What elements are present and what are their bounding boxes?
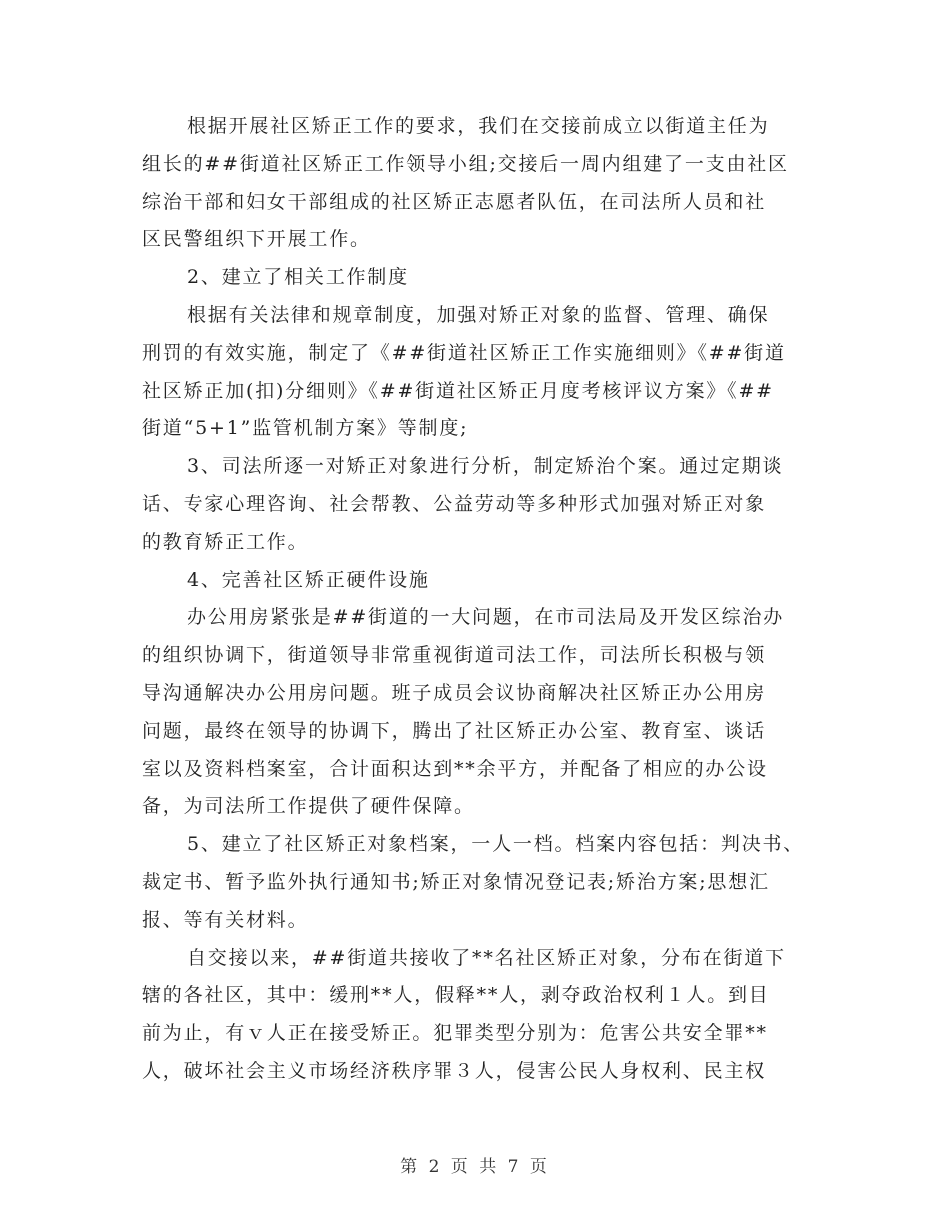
paragraph-line: 人，破坏社会主义市场经济秩序罪３人，侵害公民人身权利、民主权 <box>142 1059 767 1082</box>
paragraph-line: 综治干部和妇女干部组成的社区矫正志愿者队伍，在司法所人员和社 <box>142 190 767 213</box>
paragraph-line: 的教育矫正工作。 <box>142 530 309 553</box>
paragraph-line: 备，为司法所工作提供了硬件保障。 <box>142 795 475 818</box>
paragraph-line: 室以及资料档案室，合计面积达到**余平方，并配备了相应的办公设 <box>142 757 768 780</box>
paragraph-line: 街道“5+1”监管机制方案》等制度; <box>142 417 469 440</box>
document-body <box>142 108 842 1091</box>
paragraph-line: 根据开展社区矫正工作的要求，我们在交接前成立以街道主任为 <box>187 115 770 137</box>
section-heading: 2、建立了相关工作制度 <box>187 266 409 289</box>
paragraph-line: 3、司法所逐一对矫正对象进行分析，制定矫治个案。通过定期谈 <box>187 455 784 478</box>
paragraph-line: 自交接以来，##街道共接收了**名社区矫正对象，分布在街道下 <box>187 946 786 969</box>
paragraph-line: 刑罚的有效实施，制定了《##街道社区矫正工作实施细则》《##街道 <box>142 341 786 364</box>
section-heading: 4、完善社区矫正硬件设施 <box>187 568 430 591</box>
paragraph-line: 前为止，有ｖ人正在接受矫正。犯罪类型分别为：危害公共安全罪** <box>142 1022 768 1045</box>
paragraph-line: 区民警组织下开展工作。 <box>142 228 371 251</box>
paragraph-line: 的组织协调下，街道领导非常重视街道司法工作，司法所长积极与领 <box>142 644 767 667</box>
paragraph-line: 社区矫正加(扣)分细则》《##街道社区矫正月度考核评议方案》《## <box>142 379 774 402</box>
paragraph-line: 根据有关法律和规章制度，加强对矫正对象的监督、管理、确保 <box>187 303 770 326</box>
page-number-footer: 第 2 页 共 7 页 <box>400 1157 550 1177</box>
paragraph-line: 裁定书、暂予监外执行通知书;矫正对象情况登记表;矫治方案;思想汇 <box>142 870 770 893</box>
paragraph-line: 问题，最终在领导的协调下，腾出了社区矫正办公室、教育室、谈话 <box>142 719 767 742</box>
paragraph-line: 导沟通解决办公用房问题。班子成员会议协商解决社区矫正办公用房 <box>142 681 767 704</box>
paragraph-line: 办公用房紧张是##街道的一大问题，在市司法局及开发区综治办 <box>187 606 785 629</box>
paragraph-line: 5、建立了社区矫正对象档案，一人一档。档案内容包括：判决书、 <box>187 833 805 856</box>
paragraph-line: 组长的##街道社区矫正工作领导小组;交接后一周内组建了一支由社区 <box>142 152 789 175</box>
paragraph-line: 辖的各社区，其中：缓刑**人，假释**人，剥夺政治权利１人。到目 <box>142 984 770 1007</box>
paragraph-line: 话、专家心理咨询、社会帮教、公益劳动等多种形式加强对矫正对象 <box>142 492 767 515</box>
paragraph-line: 报、等有关材料。 <box>142 908 309 931</box>
